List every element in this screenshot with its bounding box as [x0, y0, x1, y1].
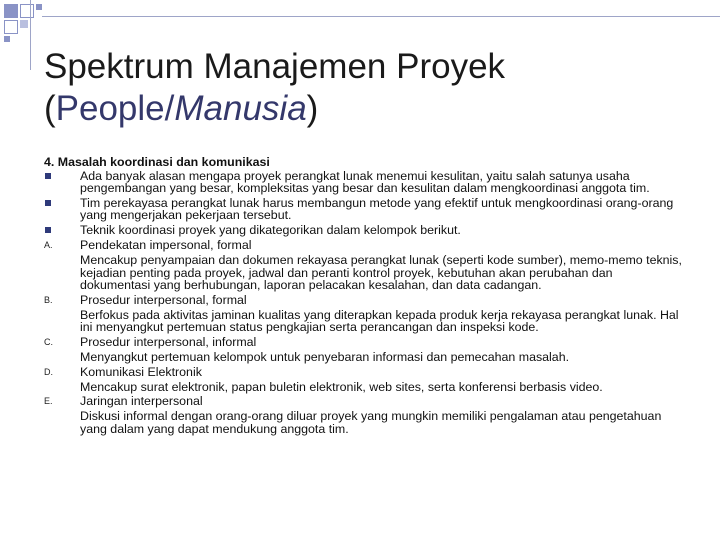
title-manusia: Manusia: [174, 89, 307, 128]
section-heading: 4. Masalah koordinasi dan komunikasi: [44, 155, 270, 169]
list-item: [44, 294, 684, 307]
deco-square: [4, 4, 18, 18]
title-people: People: [55, 89, 165, 128]
list-item: [44, 395, 684, 408]
bullet-item: [44, 224, 684, 237]
slide-body: [44, 156, 684, 437]
item-label: Prosedur interpersonal, informal: [80, 334, 257, 349]
item-label: Prosedur interpersonal, formal: [80, 292, 247, 307]
square-bullet-icon: [45, 173, 51, 179]
list-item: [44, 366, 684, 379]
title-open-paren: (: [44, 89, 56, 128]
deco-square: [20, 4, 34, 18]
list-marker: C.: [44, 336, 53, 347]
header-rule: [42, 16, 720, 17]
title-slash: /: [164, 89, 175, 128]
list-item: [44, 336, 684, 349]
item-label: Jaringan interpersonal: [80, 394, 203, 409]
bullet-text: Teknik koordinasi proyek yang dikategorikan dalam kelompok berikut.: [80, 222, 461, 237]
item-description: Berfokus pada aktivitas jaminan kualitas yang diterapkan kepada produk kerja rekayasa perangkat lunak. Hal ini menyangkut pertemuan status pengkajian serta perancangan dan inspeksi kode.: [80, 307, 679, 335]
list-marker: B.: [44, 294, 53, 305]
item-description: Menyangkut pertemuan kelompok untuk penyebaran informasi dan pemecahan masalah.: [80, 349, 570, 364]
bullet-item: [44, 197, 684, 222]
item-description: Mencakup penyampaian dan dokumen rekayasa perangkat lunak (seperti kode sumber), memo-memo teknis, kejadian penting pada proyek, jadwal dan peranti kontrol proyek, kebutuhan akan perubahan dan dokumentasi yang berhubungan, laporan pelacakan kesalahan, dan data cadangan.: [80, 252, 682, 293]
deco-square: [4, 36, 10, 42]
deco-square: [36, 4, 42, 10]
deco-square: [20, 20, 28, 28]
list-marker: A.: [44, 239, 53, 250]
item-description: Diskusi informal dengan orang-orang diluar proyek yang mungkin memiliki pengalaman atau pengetahuan yang dalam yang dapat mendukung anggota tim.: [80, 409, 662, 436]
bullet-text: Tim perekayasa perangkat lunak harus membangun metode yang efektif untuk mengkoordinasi orang-orang yang mengerjakan pekerjaan tersebut.: [80, 195, 674, 223]
square-bullet-icon: [45, 200, 51, 206]
bullet-text: Ada banyak alasan mengapa proyek perangkat lunak menemui kesulitan, yaitu salah satunya usaha pengembangan yang besar, kompleksitas yang besar dan kesulitan dalam mengkoordinasi anggota tim.: [80, 168, 650, 196]
title-close-paren: ): [306, 89, 319, 128]
title-line-1: Spektrum Manajemen Proyek: [44, 47, 506, 86]
list-item: [44, 239, 684, 252]
side-rule: [30, 0, 31, 70]
square-bullet-icon: [45, 227, 51, 233]
item-description: Mencakup surat elektronik, papan buletin elektronik, web sites, serta konferensi berbasis video.: [80, 379, 603, 394]
bullet-item: [44, 170, 684, 195]
item-label: Komunikasi Elektronik: [80, 364, 202, 379]
list-marker: D.: [44, 366, 53, 377]
list-marker: E.: [44, 396, 53, 407]
item-label: Pendekatan impersonal, formal: [80, 237, 252, 252]
slide-title: [44, 46, 704, 130]
title-line-2: [44, 88, 704, 130]
deco-square: [4, 20, 18, 34]
